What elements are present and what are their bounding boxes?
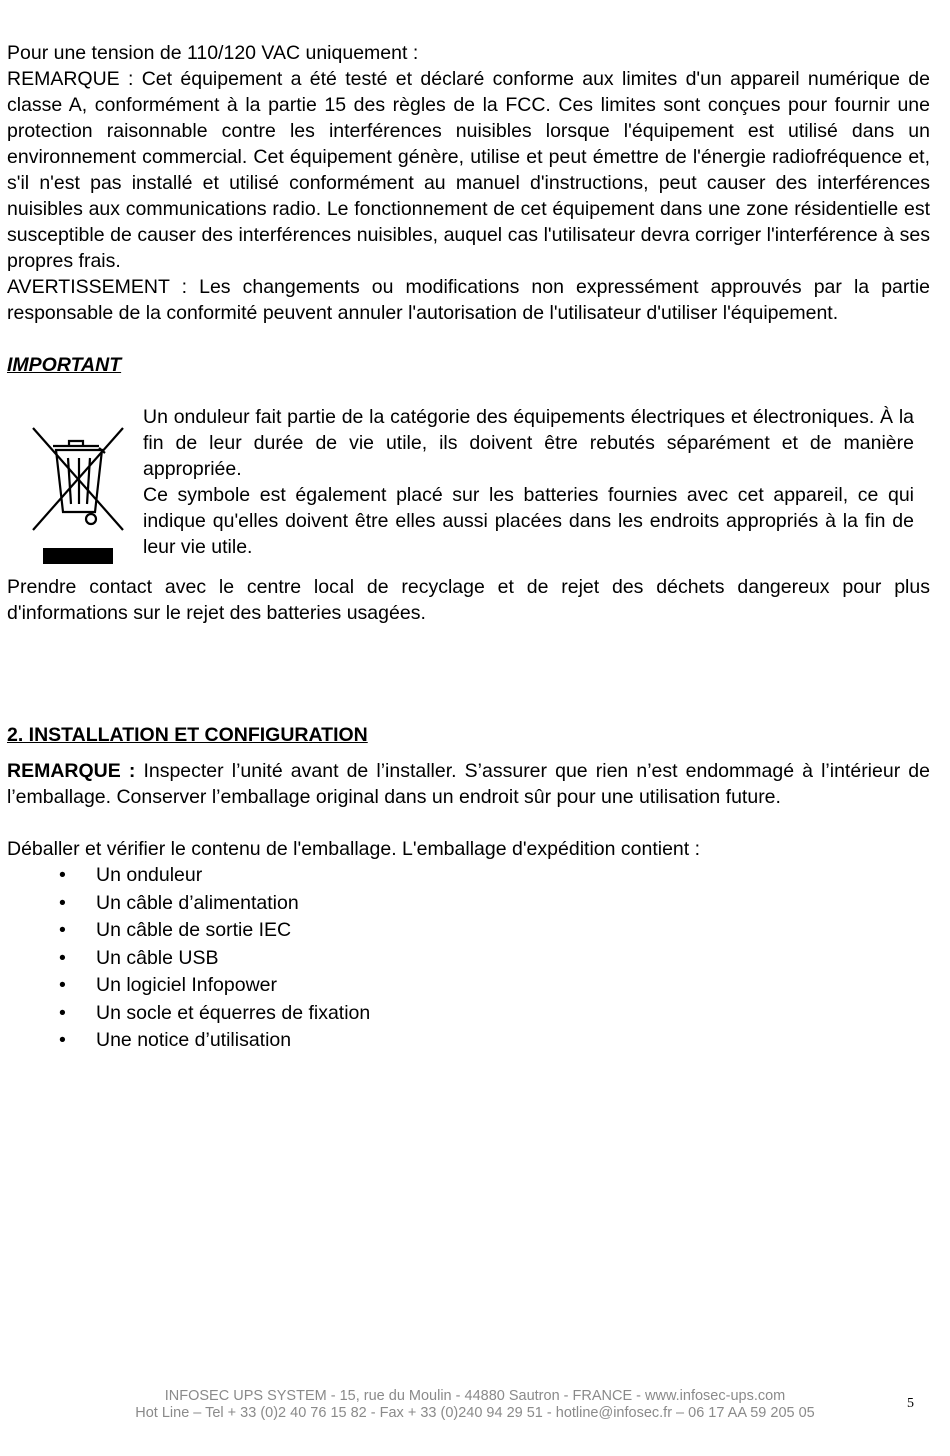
list-item: • Un logiciel Infopower xyxy=(7,972,930,1000)
list-item: • Un câble d’alimentation xyxy=(7,890,930,918)
bullet: • xyxy=(59,974,66,996)
installation-remark xyxy=(7,758,930,810)
page-footer xyxy=(0,1388,950,1422)
bullet: • xyxy=(59,946,66,969)
package-contents-intro: Déballer et vérifier le contenu de l'emballage. L'emballage d'expédition contient : xyxy=(7,838,701,860)
installation-heading: 2. INSTALLATION ET CONFIGURATION xyxy=(7,724,368,746)
list-item: • Un socle et équerres de fixation xyxy=(7,1000,930,1028)
bullet: • xyxy=(59,864,66,886)
list-item: • Un câble de sortie IEC xyxy=(7,917,930,945)
important-heading: IMPORTANT xyxy=(7,354,122,376)
page-number: 5 xyxy=(907,1396,914,1411)
crossed-out-wheelie-bin-icon xyxy=(29,420,127,566)
weee-section xyxy=(7,404,930,574)
recycling-contact-paragraph: Prendre contact avec le centre local de recyclage et de rejet des déchets dangereux pour plus d'informations sur le rejet des batteries usagées. xyxy=(7,576,930,624)
fcc-remark-paragraph: REMARQUE : Cet équipement a été testé et déclaré conforme aux limites d'un appareil numérique de classe A, conformément à la partie 15 des règles de la FCC. Ces limites sont conçues pour fournir une protection raisonnable contre les interférences nuisibles lorsque l'équipement est utilisé dans un environnement commercial. Cet équipement génère, utilise et peut émettre de l'énergie radiofréquence et, s'il n'est pas installé et utilisé conformément au manuel d'instructions, peut causer des interférences nuisibles aux communications radio. Le fonctionnement de cet équipement dans une zone résidentielle est susceptible de causer des interférences nuisibles, auquel cas l'utilisateur devra corriger l'interférence à ses propres frais. xyxy=(7,68,930,272)
list-item: • Une notice d’utilisation xyxy=(7,1027,930,1055)
weee-text xyxy=(143,404,914,560)
weee-paragraph-1: Un onduleur fait partie de la catégorie des équipements électriques et électroniques. À la fin de leur durée de vie utile, ils doivent être rebutés séparément et de manière appropriée. xyxy=(143,406,914,480)
package-contents-list xyxy=(7,862,930,1055)
bullet: • xyxy=(59,919,66,941)
list-item: • Un onduleur xyxy=(7,862,930,890)
remark-text: Inspecter l’unité avant de l’installer. S’assurer que rien n’est endommagé à l’intérieur de l’emballage. Conserver l’emballage original dans un endroit sûr pour une utilisation future. xyxy=(7,760,930,808)
bullet: • xyxy=(59,891,66,914)
footer-hotline: Hot Line – Tel + 33 (0)2 40 76 15 82 - Fax + 33 (0)240 94 29 51 - hotline@infosec.fr – 06 17 AA 59 205 05 xyxy=(135,1405,815,1421)
weee-paragraph-2: Ce symbole est également placé sur les batteries fournies avec cet appareil, ce qui indique qu'elles doivent être elles aussi placées dans les endroits appropriés à la fin de leur vie utile. xyxy=(143,484,914,558)
bullet: • xyxy=(59,1001,66,1024)
footer-address: INFOSEC UPS SYSTEM - 15, rue du Moulin - 44880 Sautron - FRANCE - www.infosec-ups.com xyxy=(164,1388,786,1404)
bullet: • xyxy=(59,1029,66,1051)
document-page xyxy=(7,40,930,1055)
fcc-warning-paragraph: AVERTISSEMENT : Les changements ou modifications non expressément approuvés par la partie responsable de la conformité peuvent annuler l'autorisation de l'utilisateur d'utiliser l'équipement. xyxy=(7,276,930,324)
list-item: • Un câble USB xyxy=(7,945,930,973)
remark-label: REMARQUE : xyxy=(7,760,136,782)
voltage-note: Pour une tension de 110/120 VAC uniquement : xyxy=(7,42,419,64)
